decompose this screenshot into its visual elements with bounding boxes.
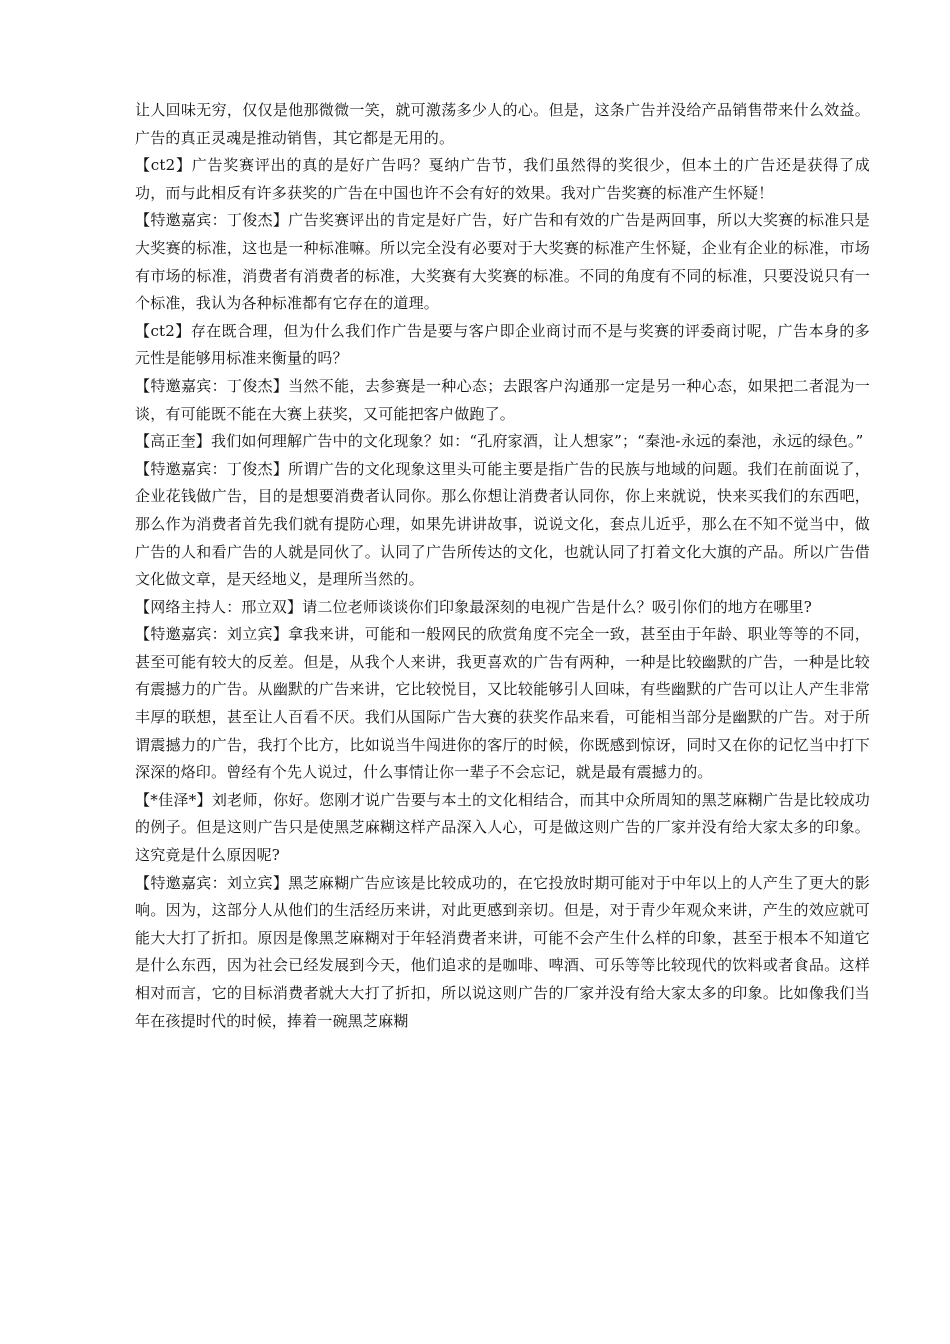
paragraph-5 xyxy=(135,428,870,456)
paragraph-8 xyxy=(135,621,870,787)
speaker-label: 【特邀嘉宾：刘立宾】 xyxy=(135,873,289,892)
speaker-label: 【特邀嘉宾：刘立宾】 xyxy=(135,625,289,644)
speaker-label: 【特邀嘉宾：丁俊杰】 xyxy=(135,459,289,478)
paragraph-7 xyxy=(135,594,870,622)
paragraph-6 xyxy=(135,456,870,594)
paragraph-text: 当然不能，去参赛是一种心态；去跟客户沟通那一定是另一种心态，如果把二者混为一谈，有可能既不能在大赛上获奖，又可能把客户做跑了。 xyxy=(135,376,870,423)
paragraph-text: 存在既合理，但为什么我们作广告是要与客户即企业商讨而不是与奖赛的评委商讨呢，广告本身的多元性是能够用标准来衡量的吗？ xyxy=(135,321,870,368)
paragraph-9 xyxy=(135,787,870,870)
paragraph-2 xyxy=(135,207,870,317)
speaker-label: 【特邀嘉宾：丁俊杰】 xyxy=(135,376,289,395)
paragraph-10 xyxy=(135,870,870,1036)
speaker-label: 【*佳泽*】 xyxy=(135,790,212,809)
paragraph-text: 拿我来讲，可能和一般网民的欣赏角度不完全一致，甚至由于年龄、职业等等的不同，甚至可能有较大的反差。但是，从我个人来讲，我更喜欢的广告有两种，一种是比较幽默的广告，一种是比较有震撼力的广告。从幽默的广告来讲，它比较悦目，又比较能够引人回味，有些幽默的广告可以让人产生非常丰厚的联想，甚至让人百看不厌。我们从国际广告大赛的获奖作品来看，可能相当部分是幽默的广告。对于所谓震撼力的广告，我打个比方，比如说当牛闯进你的客厅的时候，你既感到惊讶，同时又在你的记忆当中打下深深的烙印。曾经有个先人说过，什么事情让你一辈子不会忘记，就是最有震撼力的。 xyxy=(135,625,870,782)
speaker-label: 【网络主持人：邢立双】 xyxy=(135,597,303,616)
speaker-label: 【高正奎】 xyxy=(135,432,212,451)
document-body xyxy=(135,97,870,1035)
paragraph-3 xyxy=(135,318,870,373)
paragraph-text: 黑芝麻糊广告应该是比较成功的，在它投放时期可能对于中年以上的人产生了更大的影响。因为，这部分人从他们的生活经历来讲，对此更感到亲切。但是，对于青少年观众来讲，产生的效应就可能大大打了折扣。原因是像黑芝麻糊对于年轻消费者来讲，可能不会产生什么样的印象，甚至于根本不知道它是什么东西，因为社会已经发展到今天，他们追求的是咖啡、啤酒、可乐等等比较现代的饮料或者食品。这样相对而言，它的目标消费者就大大打了折扣，所以说这则广告的厂家并没有给大家太多的印象。比如像我们当年在孩提时代的时候，捧着一碗黑芝麻糊 xyxy=(135,873,870,1030)
paragraph-4 xyxy=(135,373,870,428)
paragraph-0 xyxy=(135,97,870,152)
paragraph-text: 我们如何理解广告中的文化现象？如：“孔府家酒，让人想家”；“秦池-永远的秦池，永远的绿色。” xyxy=(211,432,864,451)
speaker-label: 【ct2】 xyxy=(135,156,192,175)
paragraph-1 xyxy=(135,152,870,207)
paragraph-text: 广告奖赛评出的真的是好广告吗？戛纳广告节，我们虽然得的奖很少，但本土的广告还是获得了成功，而与此相反有许多获奖的广告在中国也许不会有好的效果。我对广告奖赛的标准产生怀疑！ xyxy=(135,156,870,202)
paragraph-text: 请二位老师谈谈你们印象最深刻的电视广告是什么？吸引你们的地方在哪里? xyxy=(302,597,813,616)
paragraph-text: 让人回味无穷，仅仅是他那微微一笑，就可激荡多少人的心。但是，这条广告并没给产品销售带来什么效益。广告的真正灵魂是推动销售，其它都是无用的。 xyxy=(135,101,870,147)
speaker-label: 【特邀嘉宾：丁俊杰】 xyxy=(135,211,289,230)
paragraph-text: 刘老师，你好。您刚才说广告要与本土的文化相结合，而其中众所周知的黑芝麻糊广告是比较成功的例子。但是这则广告只是使黑芝麻糊这样产品深入人心，可是做这则广告的厂家并没有给大家太多的印象。这究竟是什么原因呢? xyxy=(135,790,871,865)
paragraph-text: 广告奖赛评出的肯定是好广告，好广告和有效的广告是两回事，所以大奖赛的标准只是大奖赛的标准，这也是一种标准嘛。所以完全没有必要对于大奖赛的标准产生怀疑，企业有企业的标准，市场有市场的标准，消费者有消费者的标准，大奖赛有大奖赛的标准。不同的角度有不同的标准，只要没说只有一个标准，我认为各种标准都有它存在的道理。 xyxy=(135,211,870,313)
paragraph-text: 所谓广告的文化现象这里头可能主要是指广告的民族与地域的问题。我们在前面说了，企业花钱做广告，目的是想要消费者认同你。那么你想让消费者认同你，你上来就说，快来买我们的东西吧，那么作为消费者首先我们就有提防心理，如果先讲讲故事，说说文化，套点儿近乎，那么在不知不觉当中，做广告的人和看广告的人就是同伙了。认同了广告所传达的文化，也就认同了打着文化大旗的产品。所以广告借文化做文章，是天经地义，是理所当然的。 xyxy=(135,459,870,589)
speaker-label: 【ct2】 xyxy=(135,321,191,340)
